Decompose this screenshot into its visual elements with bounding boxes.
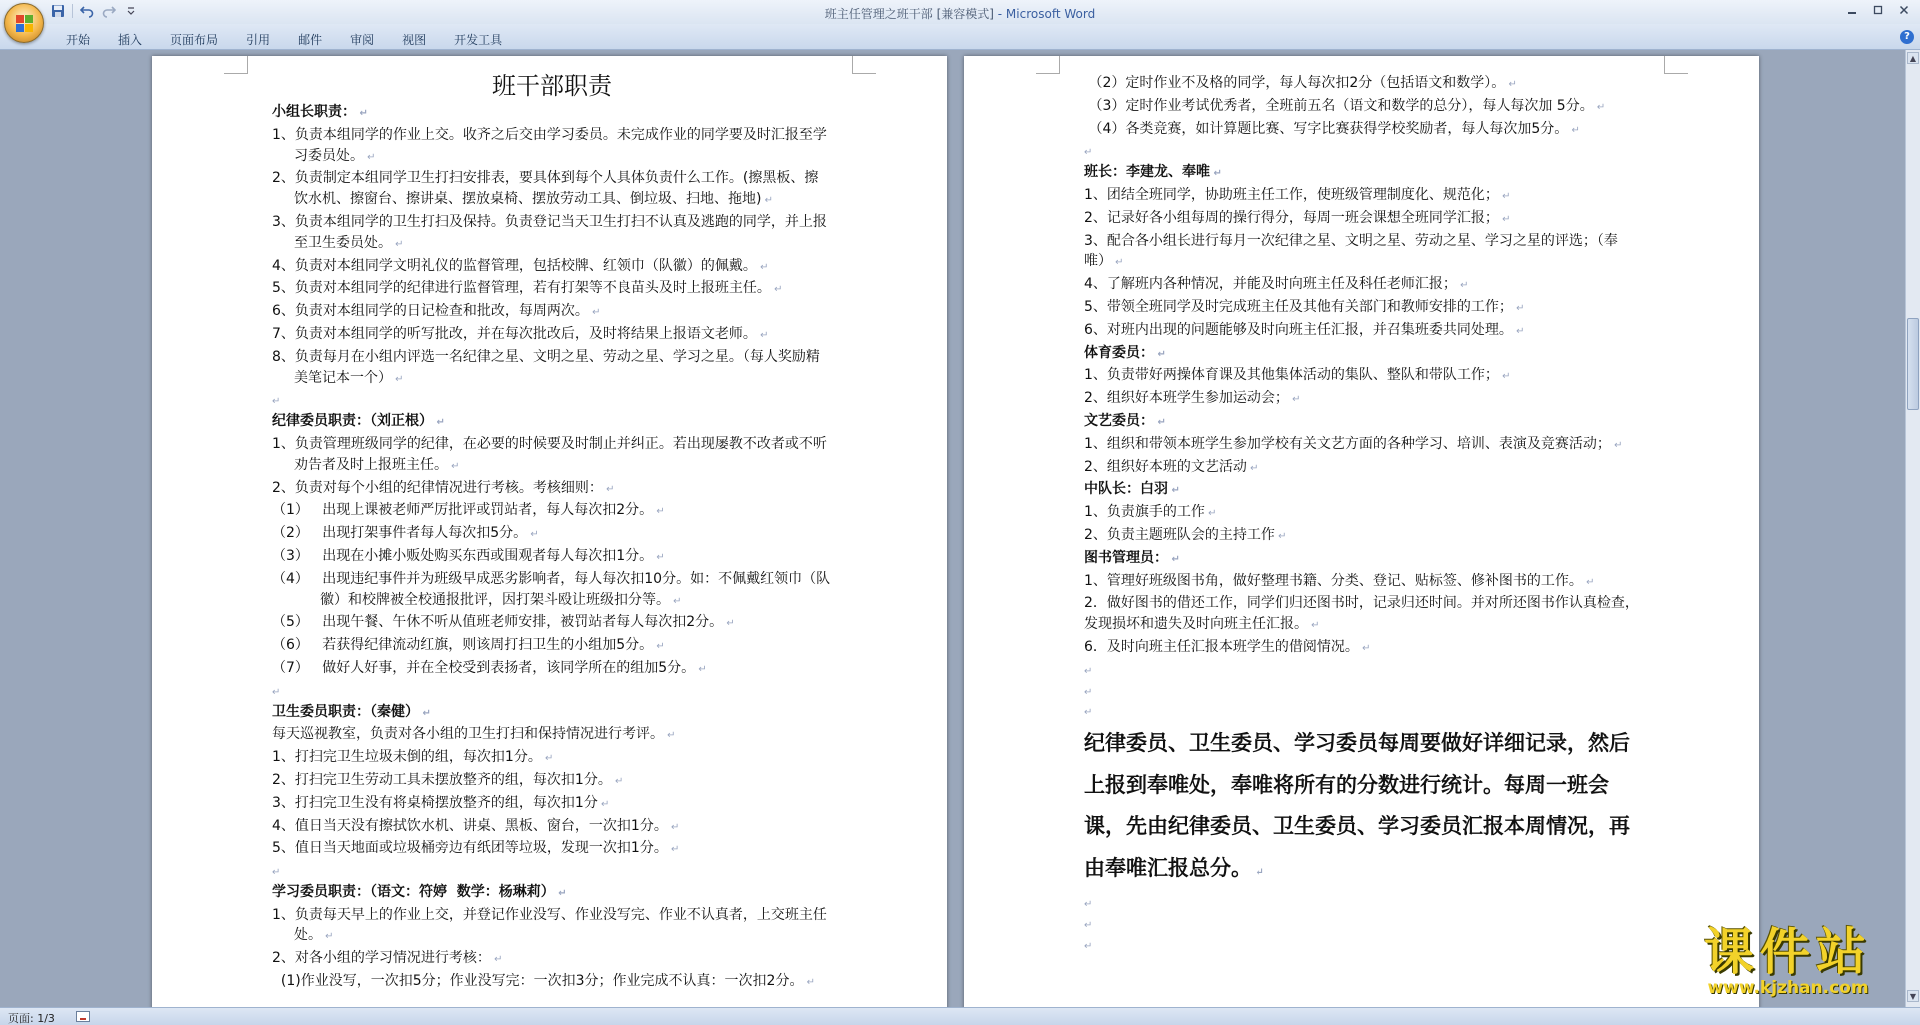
scroll-down-icon[interactable]: ▼ bbox=[1907, 990, 1919, 1002]
page-2-text[interactable] bbox=[1084, 73, 1644, 956]
paragraph-text: 4、值日当天没有擦拭饮水机、讲桌、黑板、窗台，一次扣1分。 bbox=[272, 817, 668, 834]
empty-paragraph bbox=[272, 861, 832, 882]
paragraph-mark-icon: ↵ bbox=[527, 529, 539, 541]
office-logo-icon bbox=[16, 15, 34, 33]
paragraph-mark-icon: ↵ bbox=[611, 775, 624, 787]
paragraph bbox=[272, 724, 832, 747]
paragraph-text: 6、对班内出现的问题能够及时向班主任汇报，并召集班委共同处理。 bbox=[1084, 321, 1513, 338]
paragraph-mark-icon: ↵ bbox=[1246, 462, 1259, 474]
paragraph-mark-icon: ↵ bbox=[272, 396, 281, 408]
paragraph-mark-icon: ↵ bbox=[1084, 919, 1093, 931]
page-1-text[interactable] bbox=[272, 67, 832, 994]
document-title: 班主任管理之班干部 [兼容模式] bbox=[824, 7, 994, 21]
paragraph bbox=[272, 612, 832, 635]
section-heading bbox=[1084, 343, 1644, 366]
document-page-1 bbox=[152, 56, 947, 1007]
paragraph-mark-icon: ↵ bbox=[1498, 190, 1511, 202]
paragraph-text: 1、打扫完卫生垃圾未倒的组，每次扣1分。 bbox=[272, 749, 542, 766]
paragraph bbox=[272, 523, 832, 546]
paragraph-mark-icon: ↵ bbox=[667, 844, 680, 856]
summary-paragraph bbox=[1084, 722, 1644, 893]
empty-paragraph bbox=[272, 390, 832, 411]
close-icon[interactable] bbox=[1892, 2, 1916, 18]
section-heading bbox=[1084, 162, 1644, 185]
page-1-lines bbox=[272, 102, 832, 994]
paragraph bbox=[1084, 365, 1644, 388]
crop-mark bbox=[852, 56, 876, 74]
empty-paragraph bbox=[1084, 660, 1644, 681]
page-number-status[interactable]: 页面: 1/3 bbox=[8, 1012, 55, 1025]
paragraph bbox=[272, 546, 832, 569]
paragraph-mark-icon: ↵ bbox=[1512, 325, 1525, 337]
paragraph-mark-icon: ↵ bbox=[1308, 620, 1320, 632]
paragraph-text: 5、负责对本组同学的纪律进行监督管理，若有打架等不良苗头及时上报班主任。 bbox=[272, 280, 771, 297]
paragraph-mark-icon: ↵ bbox=[1168, 485, 1180, 497]
paragraph-mark-icon: ↵ bbox=[770, 284, 783, 296]
minimize-icon[interactable] bbox=[1840, 2, 1864, 18]
paragraph-mark-icon: ↵ bbox=[419, 707, 431, 719]
ribbon-tab[interactable]: 开发工具 bbox=[454, 33, 503, 47]
paragraph-text: 2、负责制定本组同学卫生打扫安排表，要具体到每个人具体负责什么工作。(擦黑板、擦饮水机、擦窗台、擦讲桌、摆放桌椅、摆放劳动工具、倒垃圾、扫地、拖地) bbox=[272, 170, 819, 208]
paragraph bbox=[1084, 525, 1644, 548]
paragraph bbox=[272, 971, 832, 994]
paragraph-mark-icon: ↵ bbox=[756, 329, 769, 341]
paragraph bbox=[272, 948, 832, 971]
paragraph-mark-icon: ↵ bbox=[1505, 79, 1517, 90]
paragraph-text: （3） 出现在小摊小贩处购买东西或围观者每人每次扣1分。 bbox=[272, 547, 654, 564]
paragraph-mark-icon: ↵ bbox=[1512, 302, 1525, 314]
paragraph bbox=[272, 212, 832, 256]
paragraph-text: 2、负责对每个小组的纪律情况进行考核。考核细则： bbox=[272, 479, 603, 496]
paragraph bbox=[272, 500, 832, 523]
empty-paragraph bbox=[1084, 701, 1644, 722]
paragraph-text: 2、对各小组的学习情况进行考核： bbox=[272, 950, 491, 967]
paragraph bbox=[272, 324, 832, 347]
paragraph bbox=[1084, 457, 1644, 480]
scroll-up-icon[interactable]: ▲ bbox=[1907, 52, 1919, 64]
window-title bbox=[0, 5, 1920, 22]
paragraph-mark-icon: ↵ bbox=[1456, 280, 1469, 292]
watermark-url: www.kjzhan.com bbox=[1707, 978, 1869, 998]
ribbon-tab[interactable]: 邮件 bbox=[298, 33, 323, 47]
paragraph bbox=[1084, 96, 1644, 119]
paragraph-text: 5、带领全班同学及时完成班主任及其他有关部门和教师安排的工作； bbox=[1084, 298, 1513, 315]
paragraph-text: （4）各类竞赛，如计算题比赛、写字比赛获得学校奖励者，每人每次加5分。 bbox=[1084, 120, 1569, 137]
paragraph-mark-icon: ↵ bbox=[1593, 101, 1606, 113]
paragraph-mark-icon: ↵ bbox=[597, 798, 610, 810]
paragraph-text: （5） 出现午餐、午休不听从值班老师安排，被罚站者每人每次扣2分。 bbox=[272, 614, 724, 631]
ribbon-tab[interactable]: 引用 bbox=[246, 33, 271, 47]
ribbon bbox=[0, 24, 1920, 50]
ribbon-tab[interactable]: 开始 bbox=[66, 33, 91, 47]
paragraph-mark-icon: ↵ bbox=[392, 238, 404, 250]
paragraph-mark-icon: ↵ bbox=[322, 931, 334, 943]
paragraph bbox=[272, 569, 832, 613]
paragraph-text: 1、负责管理班级同学的纪律，在必要的时候要及时制止并纠正。若出现屡教不改者或不听劝告者及时上报班主任。 bbox=[272, 435, 827, 473]
paragraph-mark-icon: ↵ bbox=[1084, 899, 1093, 911]
paragraph-text: （2） 出现打架事件者每人每次扣5分。 bbox=[272, 525, 528, 542]
paragraph-mark-icon: ↵ bbox=[588, 307, 601, 319]
paragraph-text: 2、负责主题班队会的主持工作 bbox=[1084, 526, 1275, 543]
paragraph-text: 2、组织好本班的文艺活动 bbox=[1084, 458, 1247, 475]
ribbon-tab[interactable]: 页面布局 bbox=[170, 33, 219, 47]
paragraph-mark-icon: ↵ bbox=[1582, 576, 1595, 588]
paragraph-text: 1、组织和带领本班学生参加学校有关文艺方面的各种学习、培训、表演及竞赛活动； bbox=[1084, 435, 1611, 452]
application-name: - Microsoft Word bbox=[993, 7, 1096, 21]
paragraph bbox=[1084, 637, 1644, 660]
paragraph bbox=[1084, 502, 1644, 525]
paragraph-mark-icon: ↵ bbox=[1358, 642, 1371, 654]
paragraph bbox=[272, 301, 832, 324]
crop-mark bbox=[224, 56, 248, 74]
paragraph-text: 2、打扫完卫生劳动工具未摆放整齐的组，每次扣1分。 bbox=[272, 771, 612, 788]
page-2-lines bbox=[1084, 73, 1644, 956]
watermark-logo bbox=[1668, 922, 1908, 1004]
paragraph bbox=[272, 793, 832, 816]
paragraph bbox=[272, 347, 832, 391]
paragraph-text: 中队长：白羽 bbox=[1084, 481, 1168, 498]
paragraph-text: 2、记录好各小组每周的操行得分，每周一班会课想全班同学汇报； bbox=[1084, 209, 1499, 226]
paragraph-text: 1、负责带好两操体育课及其他集体活动的集队、整队和带队工作； bbox=[1084, 367, 1499, 384]
paragraph-mark-icon: ↵ bbox=[433, 417, 445, 429]
section-heading bbox=[1084, 411, 1644, 434]
ribbon-tab[interactable]: 视图 bbox=[402, 33, 427, 47]
paragraph bbox=[272, 168, 832, 212]
window-controls bbox=[1840, 2, 1916, 18]
paragraph bbox=[272, 747, 832, 770]
paragraph-text: 学习委员职责：（语文：符婷 数学：杨琳莉） bbox=[272, 883, 555, 900]
section-heading bbox=[272, 102, 832, 125]
paragraph-text: （7） 做好人好事，并在全校受到表扬者，该同学所在的组加5分。 bbox=[272, 659, 696, 676]
paragraph-mark-icon: ↵ bbox=[761, 195, 774, 207]
paragraph bbox=[272, 434, 832, 478]
document-area bbox=[0, 50, 1905, 1007]
paragraph-mark-icon: ↵ bbox=[1154, 416, 1166, 428]
paragraph-text: 卫生委员职责：（秦健） bbox=[272, 703, 419, 720]
paragraph-text: 2．做好图书的借还工作，同学们归还图书时，记录归还时间。并对所还图书作认真检查，发现损坏和遗失及时向班主任汇报。 bbox=[1084, 595, 1639, 633]
paragraph bbox=[1084, 434, 1644, 457]
paragraph-mark-icon: ↵ bbox=[653, 506, 665, 518]
document-title-heading: 班干部职责 bbox=[492, 72, 612, 100]
paragraph-mark-icon: ↵ bbox=[364, 151, 376, 163]
paragraph-mark-icon: ↵ bbox=[653, 551, 665, 563]
paragraph-mark-icon: ↵ bbox=[664, 730, 676, 742]
section-heading bbox=[1084, 479, 1644, 502]
paragraph-mark-icon: ↵ bbox=[1288, 394, 1301, 406]
paragraph-mark-icon: ↵ bbox=[1610, 439, 1623, 451]
paragraph-mark-icon: ↵ bbox=[1168, 553, 1180, 565]
paragraph-mark-icon: ↵ bbox=[1084, 665, 1093, 677]
paragraph bbox=[272, 770, 832, 793]
paragraph bbox=[1084, 119, 1644, 142]
crop-mark bbox=[1664, 56, 1688, 74]
empty-paragraph bbox=[1084, 893, 1644, 914]
paragraph bbox=[272, 905, 832, 949]
empty-paragraph bbox=[1084, 141, 1644, 162]
paragraph bbox=[272, 816, 832, 839]
section-heading bbox=[272, 882, 832, 905]
ribbon-tab[interactable]: 审阅 bbox=[350, 33, 375, 47]
paragraph bbox=[272, 635, 832, 658]
paragraph bbox=[1084, 320, 1644, 343]
paragraph-text: （4） 出现违纪事件并为班级早成恶劣影响者，每人每次扣10分。如：不佩戴红领巾（队徽）和校牌被全校通报批评，因打架斗殴让班级扣分等。 bbox=[272, 570, 831, 608]
paragraph-text: 4、负责对本组同学文明礼仪的监督管理，包括校牌、红领巾（队徽）的佩戴。 bbox=[272, 257, 757, 274]
paragraph bbox=[1084, 388, 1644, 411]
paragraph-mark-icon: ↵ bbox=[1084, 940, 1093, 952]
title-bar bbox=[0, 0, 1920, 24]
paragraph-mark-icon: ↵ bbox=[490, 954, 503, 966]
paragraph-text: 每天巡视教室，负责对各小组的卫生打扫和保持情况进行考评。 bbox=[272, 726, 664, 743]
paragraph-mark-icon: ↵ bbox=[1154, 348, 1166, 360]
paragraph-text: 1、负责每天早上的作业上交，并登记作业没写、作业没写完、作业不认真者，上交班主任处。 bbox=[272, 906, 827, 944]
paragraph bbox=[272, 278, 832, 301]
paragraph-text: 1、管理好班级图书角，做好整理书籍、分类、登记、贴标签、修补图书的工作。 bbox=[1084, 572, 1583, 589]
document-page-2 bbox=[964, 56, 1759, 1007]
paragraph-text: 6．及时向班主任汇报本班学生的借阅情况。 bbox=[1084, 638, 1359, 655]
paragraph bbox=[1084, 73, 1644, 96]
paragraph-text: 3、配合各小组长进行每月一次纪律之星、文明之星、劳动之星、学习之星的评选；（奉唯） bbox=[1084, 232, 1618, 270]
empty-paragraph bbox=[272, 681, 832, 702]
paragraph-text: 文艺委员： bbox=[1084, 412, 1154, 429]
paragraph-text: 6、负责对本组同学的日记检查和批改，每周两次。 bbox=[272, 303, 589, 320]
paragraph-text: 纪律委员职责：（刘正根） bbox=[272, 413, 433, 430]
paragraph-mark-icon: ↵ bbox=[1084, 707, 1093, 719]
paragraph-text: 7、负责对本组同学的听写批改，并在每次批改后，及时将结果上报语文老师。 bbox=[272, 325, 757, 342]
paragraph-mark-icon: ↵ bbox=[667, 821, 680, 833]
paragraph-mark-icon: ↵ bbox=[1204, 508, 1217, 520]
paragraph-mark-icon: ↵ bbox=[272, 686, 281, 698]
vertical-scrollbar[interactable] bbox=[1905, 50, 1920, 1007]
paragraph-mark-icon: ↵ bbox=[554, 887, 567, 899]
paragraph-text: 小组长职责： bbox=[272, 104, 356, 120]
empty-paragraph bbox=[1084, 681, 1644, 702]
paragraph-mark-icon: ↵ bbox=[1252, 866, 1264, 878]
paragraph-mark-icon: ↵ bbox=[653, 641, 665, 653]
paragraph-text: （6） 若获得纪律流动红旗，则该周打扫卫生的小组加5分。 bbox=[272, 637, 654, 654]
paragraph-mark-icon: ↵ bbox=[356, 108, 368, 119]
section-heading bbox=[1084, 548, 1644, 571]
paragraph-text: 1、团结全班同学，协助班主任工作，使班级管理制度化、规范化； bbox=[1084, 186, 1499, 203]
paragraph-text: 8、负责每月在小组内评选一名纪律之星、文明之星、劳动之星、学习之星。（每人奖励精美笔记本一个） bbox=[272, 348, 820, 386]
paragraph-mark-icon: ↵ bbox=[1084, 686, 1093, 698]
empty-paragraph bbox=[1084, 914, 1644, 935]
paragraph-mark-icon: ↵ bbox=[1568, 124, 1580, 136]
paragraph-mark-icon: ↵ bbox=[1210, 168, 1222, 180]
section-heading bbox=[272, 411, 832, 434]
empty-paragraph bbox=[1084, 935, 1644, 956]
paragraph-mark-icon: ↵ bbox=[670, 595, 682, 607]
paragraph-text: 4、了解班内各种情况，并能及时向班主任及科任老师汇报； bbox=[1084, 276, 1457, 293]
ribbon-tab[interactable]: 插入 bbox=[118, 33, 143, 47]
paragraph-mark-icon: ↵ bbox=[272, 867, 281, 879]
paragraph bbox=[1084, 231, 1644, 275]
paragraph-mark-icon: ↵ bbox=[392, 373, 404, 385]
paragraph-text: 3、负责本组同学的卫生打扫及保持。负责登记当天卫生打扫不认真及逃跑的同学，并上报至卫生委员处。 bbox=[272, 213, 827, 251]
paragraph bbox=[272, 838, 832, 861]
paragraph-text: （3）定时作业考试优秀者，全班前五名（语文和数学的总分），每人每次加 5分。 bbox=[1084, 97, 1594, 114]
paragraph-mark-icon: ↵ bbox=[803, 977, 816, 989]
paragraph bbox=[1084, 208, 1644, 231]
paragraph-text: (1)作业没写，一次扣5分；作业没写完：一次扣3分；作业完成不认真：一次扣2分。 bbox=[272, 973, 804, 990]
paragraph bbox=[272, 478, 832, 501]
maximize-icon[interactable] bbox=[1866, 2, 1890, 18]
paragraph bbox=[272, 125, 832, 169]
ribbon-tabs bbox=[52, 29, 516, 48]
proofing-icon[interactable] bbox=[76, 1011, 90, 1022]
crop-mark bbox=[1036, 56, 1060, 74]
paragraph-text: 2、组织好本班学生参加运动会； bbox=[1084, 390, 1289, 407]
paragraph-mark-icon: ↵ bbox=[1498, 213, 1511, 225]
paragraph-mark-icon: ↵ bbox=[1274, 530, 1287, 542]
paragraph-mark-icon: ↵ bbox=[756, 261, 769, 273]
paragraph bbox=[1084, 593, 1644, 637]
watermark-name: 课件站 bbox=[1704, 922, 1872, 981]
paragraph bbox=[272, 658, 832, 681]
paragraph-text: （2）定时作业不及格的同学，每人每次扣2分（包括语文和数学）。 bbox=[1084, 75, 1506, 91]
paragraph bbox=[1084, 297, 1644, 320]
paragraph-text: 体育委员： bbox=[1084, 344, 1154, 361]
paragraph-text: （1） 出现上课被老师严厉批评或罚站者，每人每次扣2分。 bbox=[272, 502, 654, 519]
paragraph-mark-icon: ↵ bbox=[1112, 257, 1124, 269]
paragraph-text: 3、打扫完卫生没有将桌椅摆放整齐的组，每次扣1分 bbox=[272, 794, 598, 811]
paragraph bbox=[1084, 185, 1644, 208]
paragraph bbox=[1084, 274, 1644, 297]
paragraph-mark-icon: ↵ bbox=[448, 460, 460, 472]
paragraph-mark-icon: ↵ bbox=[695, 663, 707, 675]
paragraph-text: 1、负责旗手的工作 bbox=[1084, 504, 1205, 521]
paragraph-text: 纪律委员、卫生委员、学习委员每周要做好详细记录，然后上报到奉唯处，奉唯将所有的分数进行统计。每周一班会课，先由纪律委员、卫生委员、学习委员汇报本周情况，再由奉唯汇报总分。 bbox=[1084, 730, 1630, 880]
paragraph bbox=[1084, 571, 1644, 594]
status-bar bbox=[0, 1007, 1920, 1025]
paragraph-text: 图书管理员： bbox=[1084, 549, 1168, 566]
paragraph-mark-icon: ↵ bbox=[602, 483, 615, 495]
paragraph-mark-icon: ↵ bbox=[541, 753, 554, 765]
scrollbar-thumb[interactable] bbox=[1907, 318, 1919, 410]
paragraph-text: 5、值日当天地面或垃圾桶旁边有纸团等垃圾，发现一次扣1分。 bbox=[272, 840, 668, 857]
paragraph-mark-icon: ↵ bbox=[1498, 371, 1511, 383]
paragraph bbox=[272, 256, 832, 279]
paragraph-text: 1、负责本组同学的作业上交。收齐之后交由学习委员。未完成作业的同学要及时汇报至学习委员处。 bbox=[272, 126, 827, 164]
office-orb-icon[interactable] bbox=[4, 3, 44, 43]
section-heading bbox=[272, 702, 832, 725]
help-icon[interactable]: ? bbox=[1900, 30, 1914, 44]
paragraph-text: 班长：李建龙、奉唯 bbox=[1084, 164, 1210, 181]
paragraph-mark-icon: ↵ bbox=[723, 618, 735, 630]
paragraph-mark-icon: ↵ bbox=[1084, 147, 1093, 159]
